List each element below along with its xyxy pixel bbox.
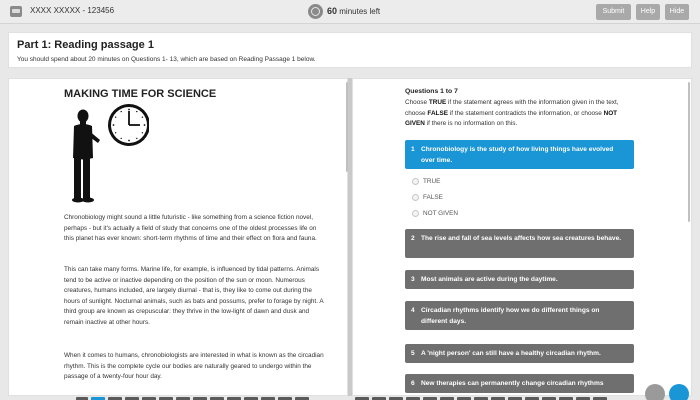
question-1[interactable]: 1 Chronobiology is the study of how living things have evolved over time. bbox=[405, 140, 634, 169]
option-true[interactable]: TRUE bbox=[423, 178, 440, 185]
passage-paragraph-1: Chronobiology might sound a little futuristic - like something from a science fiction novel, perhaps - but it's actually a field of study that concerns one of the oldest processes life on this planet has ever known: short-term rhythms of time and their effect on flora and fauna. bbox=[64, 214, 317, 243]
timer-suffix: minutes left bbox=[339, 7, 381, 16]
option-false[interactable]: FALSE bbox=[423, 194, 443, 201]
passage-title: MAKING TIME FOR SCIENCE bbox=[64, 88, 217, 100]
clock-icon bbox=[308, 4, 323, 19]
timer-value: 60 bbox=[327, 6, 338, 16]
question-2[interactable]: 2 The rise and fall of sea levels affects how sea creatures behave. bbox=[405, 229, 634, 258]
question-4[interactable]: 4 Circadian rhythms identify how we do different things on different days. bbox=[405, 301, 634, 330]
questions-scrollbar[interactable] bbox=[688, 82, 690, 222]
reading-passage-panel[interactable] bbox=[8, 78, 348, 396]
question-navigator bbox=[0, 394, 700, 400]
top-bar bbox=[0, 0, 700, 24]
question-3[interactable]: 3 Most animals are active during the daytime. bbox=[405, 270, 634, 289]
questions-heading: Questions 1 to 7 bbox=[405, 88, 458, 95]
user-card-icon bbox=[10, 6, 22, 17]
candidate-id: XXXX XXXXX - 123456 bbox=[30, 6, 115, 15]
radio-true[interactable] bbox=[412, 178, 419, 185]
help-button[interactable]: Help bbox=[636, 4, 660, 20]
timer-readout bbox=[327, 6, 380, 16]
passage-paragraph-3: When it comes to humans, chronobiologists are interested in what is known as the circadian rhythm. This is the complete cycle our bodies are naturally geared to undergo within the passage of a twenty-four hour day. bbox=[64, 352, 324, 381]
scientist-clock-illustration bbox=[69, 102, 149, 207]
hide-button[interactable]: Hide bbox=[665, 4, 689, 20]
question-6[interactable]: 6 New therapies can permanently change circadian rhythms bbox=[405, 374, 634, 393]
passage-paragraph-2: This can take many forms. Marine life, for example, is influenced by tidal patterns. Animals tend to be active or inactive depending on the position of the sun or moon. Numerous creatures, humans included, are largely diurnal - that is, they like to come out during the hours of sunlight. Nocturnal animals, such as bats and possums, prefer to forage by night. A third group are known as crepuscular: they thrive in the low-light of dawn and dusk and remain inactive at other hours. bbox=[64, 266, 324, 326]
option-not-given[interactable]: NOT GIVEN bbox=[423, 210, 458, 217]
part-instruction: You should spend about 20 minutes on Questions 1- 13, which are based on Reading Passage 1 below. bbox=[17, 56, 316, 63]
radio-false[interactable] bbox=[412, 194, 419, 201]
questions-instruction: Choose TRUE if the statement agrees with the information given in the text, choose FALSE if the statement contradicts the information, or choose NOT GIVEN if there is no information on this. bbox=[405, 99, 619, 127]
question-5[interactable]: 5 A 'night person' can still have a healthy circadian rhythm. bbox=[405, 344, 634, 363]
radio-not-given[interactable] bbox=[412, 210, 419, 217]
arrow-right-icon[interactable] bbox=[669, 384, 689, 400]
questions-panel[interactable] bbox=[352, 78, 692, 396]
arrow-left-icon[interactable] bbox=[645, 384, 665, 400]
submit-button[interactable]: Submit bbox=[596, 4, 631, 20]
part-header bbox=[8, 32, 692, 68]
passage-scrollbar[interactable] bbox=[346, 82, 348, 172]
part-title: Part 1: Reading passage 1 bbox=[17, 39, 154, 51]
